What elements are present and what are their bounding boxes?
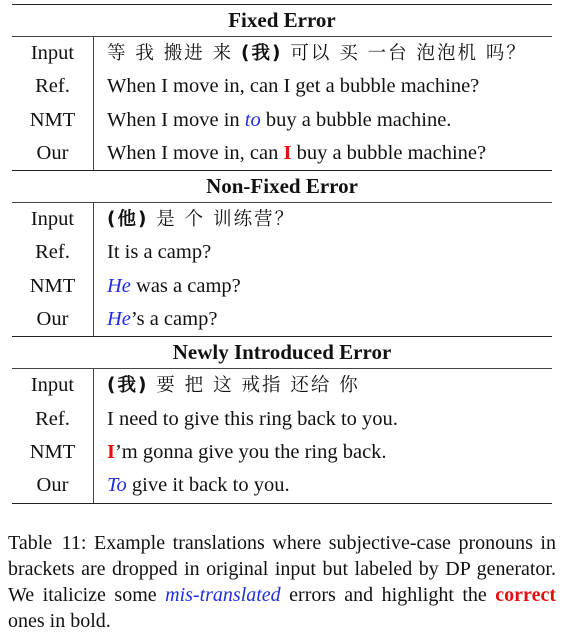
text-segment: He [107,274,131,297]
table-row [12,303,552,336]
text-segment: 等 我 搬进 来 [107,43,242,64]
row-label: Input [30,42,75,64]
text-segment: ’m gonna give you the ring back. [114,440,387,463]
table-caption [8,530,556,634]
row-label: Ref. [35,241,70,264]
table-row [12,137,552,170]
caption-text-1: Example translations where subjective-case pronouns in brackets are dropped in original input but labeled by DP generator. We italicize some [8,532,556,606]
row-text [94,303,217,336]
table-row [12,270,552,303]
table-section [12,4,552,170]
table-row [12,469,552,502]
text-segment: When I move in, can [107,141,284,164]
table-row [12,236,552,269]
table-section [12,170,552,336]
text-segment: was a camp? [130,274,241,297]
row-text [94,203,295,236]
text-segment: (我) [241,43,283,64]
row-text [94,369,360,402]
row-text [94,236,211,269]
section-title: Newly Introduced Error [172,340,392,365]
example-translations-table [12,4,552,504]
row-label: NMT [29,108,76,131]
table-row [12,70,552,103]
text-segment: buy a bubble machine? [291,141,487,164]
row-text [94,403,398,436]
table-row [12,403,552,436]
row-label: Our [36,308,69,331]
text-segment: (他) [107,209,149,231]
text-segment: give it back to you. [126,474,290,497]
row-text [94,469,290,502]
text-segment: He [107,308,131,331]
text-segment: to [244,108,261,131]
caption-mis-translated: mis-translated [165,584,281,606]
section-body [12,202,552,336]
table-bottom-rule [12,503,552,504]
text-segment: buy a bubble machine. [260,108,452,131]
row-text [94,270,241,303]
text-segment: I [283,141,292,164]
text-segment: It is a camp? [107,241,212,264]
row-label: Input [30,208,75,231]
row-label: NMT [29,440,76,463]
text-segment: 可以 买 一台 泡泡机 吗？ [282,43,527,64]
row-text [94,436,387,469]
text-segment: 要 把 这 戒指 还给 你 [148,375,360,397]
row-label: Ref. [35,407,70,430]
section-body [12,36,552,170]
caption-correct: correct [495,584,556,606]
row-label: Ref. [35,75,70,98]
text-segment: When I move in [107,108,245,131]
row-text [94,70,479,103]
table-row [12,436,552,469]
section-body [12,368,552,502]
row-label: Our [36,474,69,497]
table-row [12,37,552,70]
text-segment: ’s a camp? [130,308,218,331]
row-label: NMT [29,274,76,297]
table-row [12,104,552,137]
text-segment: 是 个 训练营？ [148,209,296,231]
table-number: Table 11: [8,532,87,554]
text-segment: (我) [107,375,149,397]
text-segment: I [107,440,115,463]
row-text [94,137,486,170]
table-row [12,203,552,236]
row-text [94,37,527,70]
caption-text-3: ones in bold. [8,610,111,632]
table-section [12,336,552,502]
table-row [12,369,552,402]
caption-text-2: errors and highlight the [280,584,496,606]
row-text [94,104,451,137]
section-title: Fixed Error [228,8,336,32]
section-title: Non-Fixed Error [206,174,358,199]
text-segment: To [107,474,127,497]
text-segment: I need to give this ring back to you. [107,407,398,430]
text-segment: When I move in, can I get a bubble machine? [107,75,480,98]
row-label: Our [36,141,69,164]
row-label: Input [30,374,75,397]
